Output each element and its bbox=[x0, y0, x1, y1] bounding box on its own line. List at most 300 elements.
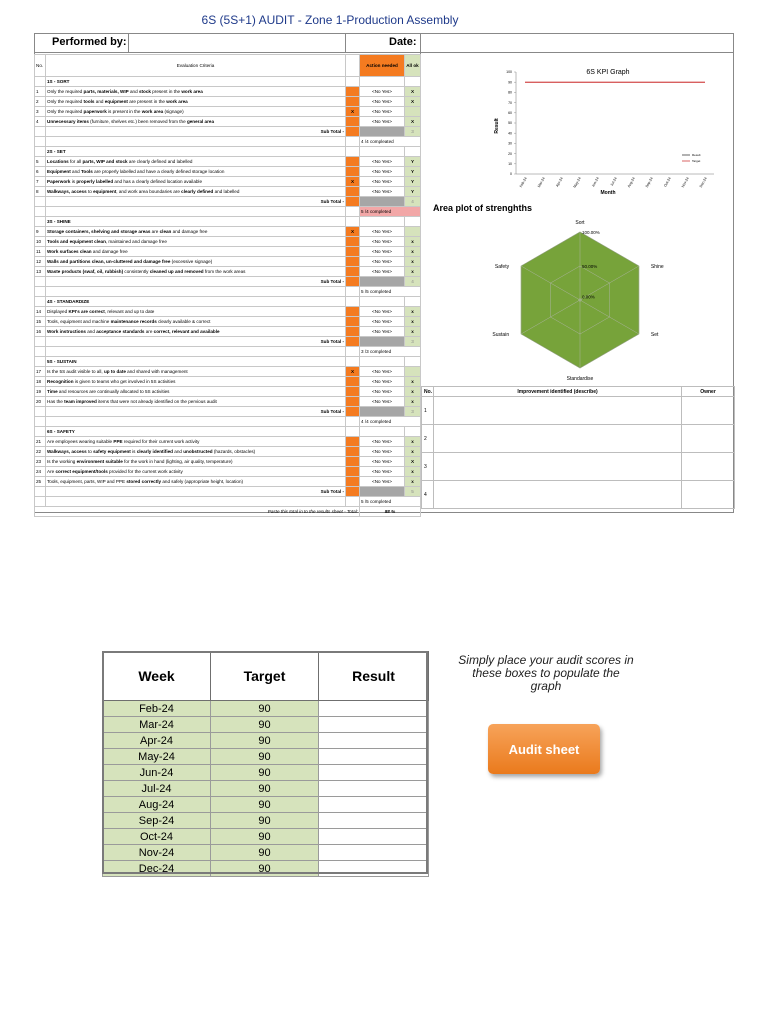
kpi-x-tick: Nov-24 bbox=[680, 176, 690, 189]
item-criteria: Recognition is given to teams who get involved in 5S activities bbox=[46, 377, 346, 387]
section-blank bbox=[360, 427, 405, 437]
all-ok-cell[interactable]: x bbox=[405, 477, 421, 487]
performed-by-field[interactable] bbox=[128, 33, 346, 53]
item-criteria: Unnecessary items (furniture, shelves etc.) been removed from the general area bbox=[46, 117, 346, 127]
item-criteria: Storage containers, shelving and storage areas are clean and damage free bbox=[46, 227, 346, 237]
subtotal-value: 5 bbox=[405, 487, 421, 497]
total-value: 88 % bbox=[360, 507, 421, 517]
all-ok-cell[interactable]: x bbox=[405, 447, 421, 457]
date-label: Date: bbox=[389, 36, 417, 48]
action-needed-cell[interactable] bbox=[346, 387, 360, 397]
result-input-cell[interactable] bbox=[319, 829, 429, 845]
week-cell: Feb-24 bbox=[103, 701, 211, 717]
item-criteria: Time and resources are continually allocated to 5S activities bbox=[46, 387, 346, 397]
subtotal-value: 3 bbox=[405, 407, 421, 417]
week-cell: Apr-24 bbox=[103, 733, 211, 749]
item-criteria: Equipment and Tools are properly labelled and have a clearly defined storage location bbox=[46, 167, 346, 177]
no-yes-selector[interactable]: <No Yes> bbox=[360, 367, 405, 377]
all-ok-cell[interactable]: X bbox=[405, 457, 421, 467]
item-number: 24 bbox=[35, 467, 46, 477]
all-ok-cell[interactable]: x bbox=[405, 247, 421, 257]
no-yes-selector[interactable]: <No Yes> bbox=[360, 317, 405, 327]
all-ok-cell[interactable]: x bbox=[405, 327, 421, 337]
target-cell: 90 bbox=[211, 701, 319, 717]
item-number: 17 bbox=[35, 367, 46, 377]
all-ok-cell[interactable]: X bbox=[405, 117, 421, 127]
no-yes-selector[interactable]: <No Yes> bbox=[360, 457, 405, 467]
radar-title: Area plot of strenghths bbox=[433, 203, 533, 213]
radar-ring-label: 0.00% bbox=[582, 294, 595, 300]
all-ok-cell[interactable]: x bbox=[405, 237, 421, 247]
action-needed-cell[interactable] bbox=[346, 247, 360, 257]
item-number: 12 bbox=[35, 257, 46, 267]
completed-status: 3 /3 completed bbox=[360, 347, 421, 357]
section-blank bbox=[360, 357, 405, 367]
completed-spacer bbox=[346, 287, 360, 297]
section-blank bbox=[360, 217, 405, 227]
audit-table bbox=[34, 54, 421, 517]
item-number: 5 bbox=[35, 157, 46, 167]
item-number: 15 bbox=[35, 317, 46, 327]
item-number: 7 bbox=[35, 177, 46, 187]
completed-spacer bbox=[35, 497, 46, 507]
item-number: 18 bbox=[35, 377, 46, 387]
radar-axis-label: Sort bbox=[575, 220, 585, 226]
all-ok-cell[interactable]: x bbox=[405, 307, 421, 317]
all-ok-cell[interactable]: Y bbox=[405, 157, 421, 167]
kpi-chart bbox=[424, 58, 728, 200]
week-cell: Aug-24 bbox=[103, 797, 211, 813]
all-ok-cell[interactable] bbox=[405, 107, 421, 117]
improve-owner-cell[interactable] bbox=[682, 481, 735, 509]
section-blank bbox=[346, 357, 360, 367]
all-ok-cell[interactable] bbox=[405, 227, 421, 237]
item-criteria: Work surfaces clean and damage free bbox=[46, 247, 346, 257]
section-blank bbox=[346, 147, 360, 157]
week-cell: Sep-24 bbox=[103, 813, 211, 829]
subtotal-gray bbox=[360, 337, 405, 347]
no-yes-selector[interactable]: <No Yes> bbox=[360, 477, 405, 487]
action-needed-cell[interactable] bbox=[346, 457, 360, 467]
action-needed-cell[interactable] bbox=[346, 397, 360, 407]
result-input-cell[interactable] bbox=[319, 717, 429, 733]
no-yes-selector[interactable]: <No Yes> bbox=[360, 447, 405, 457]
subtotal-spacer bbox=[35, 277, 46, 287]
radar-axis-label: Shine bbox=[650, 264, 664, 270]
item-criteria: Tools, equipment and machine maintenance records clearly available & correct bbox=[46, 317, 346, 327]
completed-spacer bbox=[35, 417, 46, 427]
kpi-y-tick: 80 bbox=[508, 90, 512, 95]
item-number: 20 bbox=[35, 397, 46, 407]
subtotal-value: 4 bbox=[405, 277, 421, 287]
all-ok-cell[interactable]: x bbox=[405, 387, 421, 397]
action-needed-cell[interactable] bbox=[346, 157, 360, 167]
week-cell: Oct-24 bbox=[103, 829, 211, 845]
target-cell: 90 bbox=[211, 829, 319, 845]
action-needed-cell[interactable] bbox=[346, 187, 360, 197]
improve-row-number: 3 bbox=[422, 453, 434, 481]
no-yes-selector[interactable]: <No Yes> bbox=[360, 117, 405, 127]
kpi-y-label: Result bbox=[494, 118, 500, 134]
no-yes-selector[interactable]: <No Yes> bbox=[360, 247, 405, 257]
section-blank bbox=[346, 297, 360, 307]
no-yes-selector[interactable]: <No Yes> bbox=[360, 87, 405, 97]
target-cell: 90 bbox=[211, 781, 319, 797]
completed-spacer bbox=[46, 137, 346, 147]
week-cell: Nov-24 bbox=[103, 845, 211, 861]
item-number: 11 bbox=[35, 247, 46, 257]
kpi-x-tick: Jun-24 bbox=[591, 176, 600, 188]
section-title: 5S - SUSTAIN bbox=[46, 357, 346, 367]
section-blank bbox=[360, 297, 405, 307]
radar-axis-label: Standardise bbox=[566, 376, 594, 382]
action-needed-cell[interactable] bbox=[346, 467, 360, 477]
item-number: 1 bbox=[35, 87, 46, 97]
kpi-y-tick: 60 bbox=[508, 111, 512, 115]
item-number: 2 bbox=[35, 97, 46, 107]
radar-ring-label: 100.00% bbox=[582, 230, 600, 235]
radar-axis-label: Set bbox=[650, 332, 659, 338]
completed-status: 5 /5 completed bbox=[360, 497, 421, 507]
audit-sheet-button[interactable]: Audit sheet bbox=[488, 724, 600, 774]
date-field[interactable] bbox=[420, 33, 734, 53]
item-criteria: Are employees wearing suitable PPE required for their current work activity bbox=[46, 437, 346, 447]
kpi-y-tick: 50 bbox=[508, 121, 512, 126]
section-title: 2S - SET bbox=[46, 147, 346, 157]
action-needed-cell[interactable] bbox=[346, 97, 360, 107]
radar-axis-label: Sustain bbox=[492, 332, 510, 338]
item-number: 10 bbox=[35, 237, 46, 247]
all-ok-cell[interactable]: X bbox=[405, 87, 421, 97]
week-cell: Dec-24 bbox=[103, 861, 211, 877]
all-ok-cell[interactable]: x bbox=[405, 377, 421, 387]
kpi-y-tick: 0 bbox=[510, 172, 512, 177]
subtotal-action bbox=[346, 487, 360, 497]
no-yes-selector[interactable]: <No Yes> bbox=[360, 107, 405, 117]
kpi-x-tick: Dec-24 bbox=[698, 176, 708, 189]
item-number: 3 bbox=[35, 107, 46, 117]
subtotal-action bbox=[346, 277, 360, 287]
section-blank bbox=[346, 217, 360, 227]
subtotal-action bbox=[346, 337, 360, 347]
item-criteria: Is the working environment suitable for the work in hand (lighting, air quality, temperature) bbox=[46, 457, 346, 467]
section-blank bbox=[405, 357, 421, 367]
kpi-y-tick: 40 bbox=[508, 131, 512, 136]
all-ok-cell[interactable]: Y bbox=[405, 167, 421, 177]
item-criteria: Only the required tools and equipment are present in the work area bbox=[46, 97, 346, 107]
section-blank bbox=[405, 427, 421, 437]
result-input-cell[interactable] bbox=[319, 845, 429, 861]
subtotal-spacer bbox=[35, 407, 46, 417]
kpi-y-tick: 20 bbox=[508, 151, 512, 156]
section-blank bbox=[346, 427, 360, 437]
subtotal-action bbox=[346, 197, 360, 207]
kpi-x-tick: Oct-24 bbox=[663, 176, 672, 188]
page-title: 6S (5S+1) AUDIT - Zone 1-Production Assembly bbox=[201, 13, 459, 27]
item-number: 9 bbox=[35, 227, 46, 237]
section-spacer bbox=[35, 357, 46, 367]
item-number: 25 bbox=[35, 477, 46, 487]
improve-description-cell[interactable] bbox=[434, 481, 682, 509]
col-header-action: Action needed bbox=[360, 55, 405, 77]
item-number: 8 bbox=[35, 187, 46, 197]
target-cell: 90 bbox=[211, 717, 319, 733]
total-label: Paste this total in to the results sheet - Total: bbox=[35, 507, 360, 517]
item-number: 23 bbox=[35, 457, 46, 467]
performed-by-label: Performed by: bbox=[52, 36, 127, 48]
weeks-header-result: Result bbox=[319, 652, 429, 701]
action-needed-cell[interactable] bbox=[346, 267, 360, 277]
kpi-x-tick: Jul-24 bbox=[609, 176, 618, 187]
improve-owner-cell[interactable] bbox=[682, 397, 735, 425]
section-spacer bbox=[35, 77, 46, 87]
no-yes-selector[interactable]: <No Yes> bbox=[360, 177, 405, 187]
item-criteria: Locations for all parts, WIP and stock are clearly defined and labelled bbox=[46, 157, 346, 167]
section-spacer bbox=[35, 147, 46, 157]
kpi-x-tick: Aug-24 bbox=[626, 176, 636, 189]
all-ok-cell[interactable]: Y bbox=[405, 187, 421, 197]
item-criteria: Work instructions and acceptance standards are correct, relevant and available bbox=[46, 327, 346, 337]
item-criteria: Tools and equipment clean, maintained and damage free bbox=[46, 237, 346, 247]
no-yes-selector[interactable]: <No Yes> bbox=[360, 397, 405, 407]
item-criteria: Tools, equipment, parts, WIP and PPE stored correctly and safely (appropriate height, location) bbox=[46, 477, 346, 487]
improve-row-number: 2 bbox=[422, 425, 434, 453]
item-number: 22 bbox=[35, 447, 46, 457]
section-spacer bbox=[35, 427, 46, 437]
item-criteria: Only the required paperwork is present in the work area (signage) bbox=[46, 107, 346, 117]
no-yes-selector[interactable]: <No Yes> bbox=[360, 467, 405, 477]
kpi-x-tick: Sep-24 bbox=[644, 176, 654, 189]
no-yes-selector[interactable]: <No Yes> bbox=[360, 377, 405, 387]
action-needed-cell[interactable]: X bbox=[346, 107, 360, 117]
col-header-ok: All ok bbox=[405, 55, 421, 77]
result-input-cell[interactable] bbox=[319, 813, 429, 829]
no-yes-selector[interactable]: <No Yes> bbox=[360, 227, 405, 237]
section-blank bbox=[405, 297, 421, 307]
action-needed-cell[interactable] bbox=[346, 87, 360, 97]
all-ok-cell[interactable]: x bbox=[405, 467, 421, 477]
item-number: 14 bbox=[35, 307, 46, 317]
subtotal-value: 4 bbox=[405, 197, 421, 207]
no-yes-selector[interactable]: <No Yes> bbox=[360, 437, 405, 447]
result-input-cell[interactable] bbox=[319, 701, 429, 717]
subtotal-label: Sub Total - bbox=[46, 487, 346, 497]
item-criteria: Walls and partitions clean, un-cluttered and damage free (excessive signage) bbox=[46, 257, 346, 267]
legend-target-label: Target bbox=[692, 159, 701, 164]
completed-status: 4 /4 completed bbox=[360, 417, 421, 427]
subtotal-label: Sub Total - bbox=[46, 407, 346, 417]
item-number: 21 bbox=[35, 437, 46, 447]
improve-description-cell[interactable] bbox=[434, 453, 682, 481]
radar-axis-label: Safety bbox=[494, 264, 510, 270]
section-title: 6S - SAFETY bbox=[46, 427, 346, 437]
improve-header-no: No. bbox=[422, 387, 434, 397]
completed-spacer bbox=[346, 497, 360, 507]
target-cell: 90 bbox=[211, 861, 319, 877]
subtotal-gray bbox=[360, 407, 405, 417]
item-criteria: Has the team improved items that were not already identified on the pervious audit bbox=[46, 397, 346, 407]
all-ok-cell[interactable]: x bbox=[405, 317, 421, 327]
completed-spacer bbox=[35, 207, 46, 217]
action-needed-cell[interactable] bbox=[346, 377, 360, 387]
subtotal-gray bbox=[360, 277, 405, 287]
section-title: 3S - SHINE bbox=[46, 217, 346, 227]
section-blank bbox=[360, 147, 405, 157]
action-needed-cell[interactable] bbox=[346, 257, 360, 267]
completed-spacer bbox=[35, 287, 46, 297]
action-needed-cell[interactable] bbox=[346, 307, 360, 317]
item-criteria: Walkways, access to equipment, and work area boundaries are clearly defined and labelled bbox=[46, 187, 346, 197]
radar-ring-label: 50.00% bbox=[582, 264, 598, 269]
kpi-x-tick: Apr-24 bbox=[555, 176, 564, 188]
subtotal-label: Sub Total - bbox=[46, 197, 346, 207]
item-criteria: Only the required parts, materials, WIP and stock present in the work area bbox=[46, 87, 346, 97]
action-needed-cell[interactable] bbox=[346, 117, 360, 127]
kpi-x-tick: Mar-24 bbox=[536, 176, 546, 189]
no-yes-selector[interactable]: <No Yes> bbox=[360, 187, 405, 197]
week-cell: Jul-24 bbox=[103, 781, 211, 797]
week-cell: Jun-24 bbox=[103, 765, 211, 781]
subtotal-action bbox=[346, 407, 360, 417]
section-blank bbox=[346, 77, 360, 87]
action-needed-cell[interactable] bbox=[346, 447, 360, 457]
subtotal-gray bbox=[360, 487, 405, 497]
kpi-y-tick: 90 bbox=[508, 80, 512, 85]
target-cell: 90 bbox=[211, 733, 319, 749]
improve-header-owner: Owner bbox=[682, 387, 735, 397]
result-input-cell[interactable] bbox=[319, 733, 429, 749]
all-ok-cell[interactable]: x bbox=[405, 257, 421, 267]
action-needed-cell[interactable] bbox=[346, 437, 360, 447]
item-criteria: Waste products (swaf, oil, rubbish) consistently cleaned up and removed from the work areas bbox=[46, 267, 346, 277]
item-criteria: Walkways, access to safety equipment is clearly identified and unobstructed (hazards, obstacles) bbox=[46, 447, 346, 457]
kpi-y-tick: 70 bbox=[508, 100, 512, 105]
section-title: 4S - STANDARDIZE bbox=[46, 297, 346, 307]
no-yes-selector[interactable]: <No Yes> bbox=[360, 97, 405, 107]
completed-spacer bbox=[46, 417, 346, 427]
no-yes-selector[interactable]: <No Yes> bbox=[360, 237, 405, 247]
subtotal-value: 3 bbox=[405, 127, 421, 137]
completed-status: 5 /4 completed bbox=[360, 207, 421, 217]
action-needed-cell[interactable] bbox=[346, 477, 360, 487]
item-criteria: Are correct equipment/tools provided for the current work activity bbox=[46, 467, 346, 477]
radar-chart bbox=[470, 215, 690, 385]
subtotal-spacer bbox=[35, 337, 46, 347]
col-header-no: No. bbox=[35, 55, 46, 77]
item-number: 4 bbox=[35, 117, 46, 127]
result-input-cell[interactable] bbox=[319, 781, 429, 797]
improvement-table bbox=[421, 386, 735, 509]
target-cell: 90 bbox=[211, 749, 319, 765]
all-ok-cell[interactable]: x bbox=[405, 267, 421, 277]
subtotal-spacer bbox=[35, 127, 46, 137]
action-needed-cell[interactable]: X bbox=[346, 177, 360, 187]
subtotal-value: 3 bbox=[405, 337, 421, 347]
target-cell: 90 bbox=[211, 765, 319, 781]
instruction-text: Simply place your audit scores in these boxes to populate the graph bbox=[458, 653, 634, 693]
target-cell: 90 bbox=[211, 813, 319, 829]
col-header-blank bbox=[346, 55, 360, 77]
no-yes-selector[interactable]: <No Yes> bbox=[360, 257, 405, 267]
result-input-cell[interactable] bbox=[319, 861, 429, 877]
action-needed-cell[interactable]: X bbox=[346, 367, 360, 377]
action-needed-cell[interactable] bbox=[346, 317, 360, 327]
result-input-cell[interactable] bbox=[319, 749, 429, 765]
item-criteria: Paperwork is properly labelled and has a clearly defined location available bbox=[46, 177, 346, 187]
improve-owner-cell[interactable] bbox=[682, 453, 735, 481]
all-ok-cell[interactable]: Y bbox=[405, 177, 421, 187]
improve-row-number: 1 bbox=[422, 397, 434, 425]
subtotal-gray bbox=[360, 197, 405, 207]
result-input-cell[interactable] bbox=[319, 765, 429, 781]
completed-spacer bbox=[346, 207, 360, 217]
section-blank bbox=[405, 217, 421, 227]
action-needed-cell[interactable]: X bbox=[346, 227, 360, 237]
subtotal-label: Sub Total - bbox=[46, 277, 346, 287]
no-yes-selector[interactable]: <No Yes> bbox=[360, 157, 405, 167]
no-yes-selector[interactable]: <No Yes> bbox=[360, 327, 405, 337]
all-ok-cell[interactable]: x bbox=[405, 397, 421, 407]
no-yes-selector[interactable]: <No Yes> bbox=[360, 167, 405, 177]
item-number: 13 bbox=[35, 267, 46, 277]
improve-description-cell[interactable] bbox=[434, 397, 682, 425]
completed-spacer bbox=[35, 137, 46, 147]
action-needed-cell[interactable] bbox=[346, 327, 360, 337]
all-ok-cell[interactable] bbox=[405, 367, 421, 377]
completed-spacer bbox=[346, 137, 360, 147]
item-number: 19 bbox=[35, 387, 46, 397]
all-ok-cell[interactable]: x bbox=[405, 437, 421, 447]
legend-result-label: Result bbox=[692, 153, 701, 158]
completed-spacer bbox=[346, 347, 360, 357]
item-criteria: Displayed KPI's are correct, relevant and up to date bbox=[46, 307, 346, 317]
improve-header-desc: Improvement identified (describe) bbox=[434, 387, 682, 397]
no-yes-selector[interactable]: <No Yes> bbox=[360, 267, 405, 277]
completed-spacer bbox=[46, 287, 346, 297]
kpi-y-tick: 30 bbox=[508, 141, 512, 146]
weekly-results-table bbox=[102, 651, 429, 877]
improve-row-number: 4 bbox=[422, 481, 434, 509]
kpi-x-tick: Feb-24 bbox=[518, 176, 528, 189]
kpi-x-label: Month bbox=[600, 190, 616, 196]
section-blank bbox=[405, 77, 421, 87]
kpi-x-tick: May-24 bbox=[572, 176, 582, 189]
improve-description-cell[interactable] bbox=[434, 425, 682, 453]
week-cell: Mar-24 bbox=[103, 717, 211, 733]
result-input-cell[interactable] bbox=[319, 797, 429, 813]
completed-spacer bbox=[46, 207, 346, 217]
section-spacer bbox=[35, 217, 46, 227]
item-criteria: Is the 5S audit visible to all, up to date and shared with management bbox=[46, 367, 346, 377]
section-blank bbox=[405, 147, 421, 157]
kpi-y-tick: 10 bbox=[508, 162, 512, 166]
section-spacer bbox=[35, 297, 46, 307]
completed-status: 4 /4 compleated bbox=[360, 137, 421, 147]
section-blank bbox=[360, 77, 405, 87]
no-yes-selector[interactable]: <No Yes> bbox=[360, 387, 405, 397]
all-ok-cell[interactable]: X bbox=[405, 97, 421, 107]
subtotal-spacer bbox=[35, 197, 46, 207]
completed-spacer bbox=[346, 417, 360, 427]
action-needed-cell[interactable] bbox=[346, 237, 360, 247]
action-needed-cell[interactable] bbox=[346, 167, 360, 177]
no-yes-selector[interactable]: <No Yes> bbox=[360, 307, 405, 317]
subtotal-action bbox=[346, 127, 360, 137]
subtotal-label: Sub Total - bbox=[46, 127, 346, 137]
col-header-criteria: Evaluation Criteria bbox=[46, 55, 346, 77]
improve-owner-cell[interactable] bbox=[682, 425, 735, 453]
section-title: 1S - SORT bbox=[46, 77, 346, 87]
